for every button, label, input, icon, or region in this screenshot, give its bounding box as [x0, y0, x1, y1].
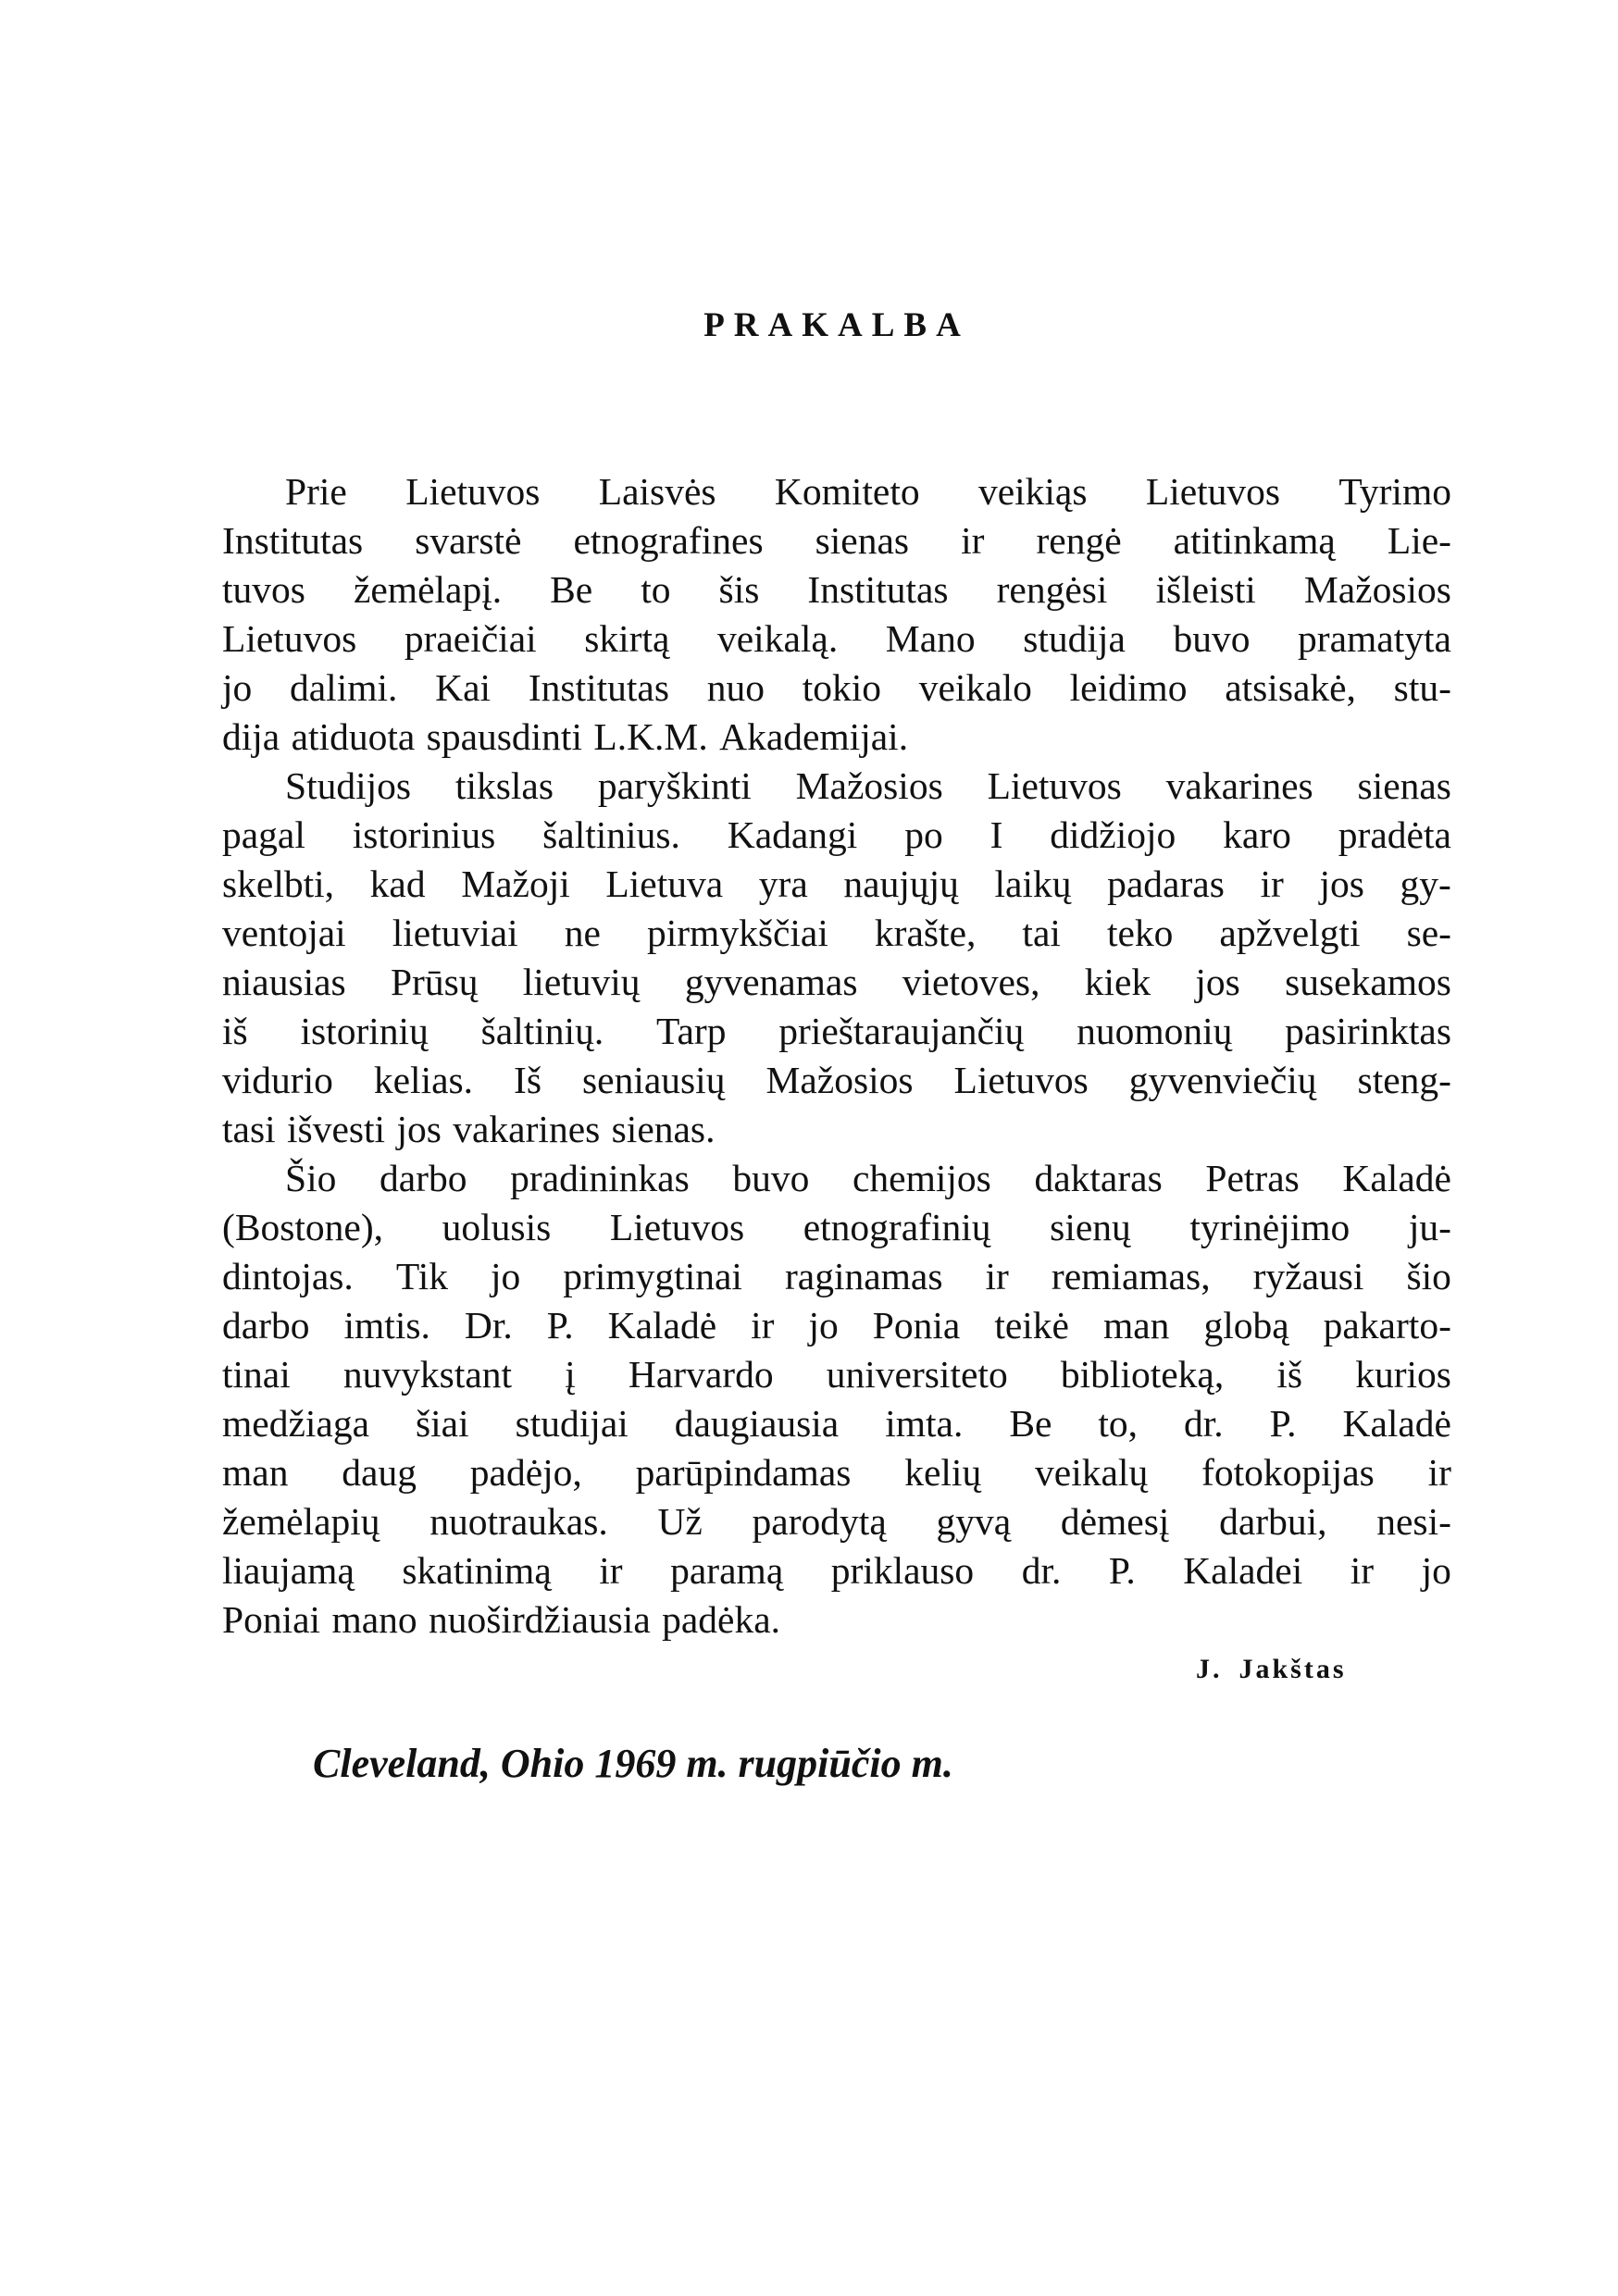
text-line: darbo imtis. Dr. P. Kaladė ir jo Ponia teikė man globą pakarto-: [222, 1304, 1451, 1347]
text-line: Šio darbo pradininkas buvo chemijos daktaras Petras Kaladė: [285, 1157, 1451, 1199]
paragraph: [222, 1154, 1451, 1644]
text-line: tuvos žemėlapį. Be to šis Institutas rengėsi išleisti Mažosios: [222, 568, 1451, 611]
paragraph: [222, 762, 1451, 1154]
text-line: Lietuvos praeičiai skirtą veikalą. Mano studija buvo pramatyta: [222, 617, 1451, 660]
text-line: niausias Prūsų lietuvių gyvenamas vietoves, kiek jos susekamos: [222, 961, 1451, 1003]
text-line: iš istorinių šaltinių. Tarp prieštaraujančių nuomonių pasirinktas: [222, 1010, 1451, 1052]
text-line: Studijos tikslas paryškinti Mažosios Lietuvos vakarines sienas: [285, 764, 1451, 807]
text-line: (Bostone), uolusis Lietuvos etnografinių sienų tyrinėjimo ju-: [222, 1206, 1451, 1248]
author-signature: [1196, 1654, 1347, 1685]
author-surname: Jakštas: [1238, 1654, 1347, 1684]
place-and-date: Cleveland, Ohio 1969 m. rugpiūčio m.: [313, 1741, 953, 1786]
text-line: liaujamą skatinimą ir paramą priklauso dr. P. Kaladei ir jo: [222, 1549, 1451, 1592]
text-line: Poniai mano nuoširdžiausia padėka.: [222, 1598, 781, 1641]
text-line: pagal istorinius šaltinius. Kadangi po I didžiojo karo pradėta: [222, 813, 1451, 856]
text-line: medžiaga šiai studijai daugiausia imta. Be to, dr. P. Kaladė: [222, 1402, 1451, 1445]
page-title: PRAKALBA: [703, 306, 970, 344]
text-line: tinai nuvykstant į Harvardo universiteto biblioteką, iš kurios: [222, 1353, 1451, 1396]
paragraph: [222, 467, 1451, 762]
text-line: Prie Lietuvos Laisvės Komiteto veikiąs Lietuvos Tyrimo: [285, 470, 1451, 513]
text-line: žemėlapių nuotraukas. Už parodytą gyvą dėmesį darbui, nesi-: [222, 1500, 1451, 1543]
text-line: Institutas svarstė etnografines sienas ir rengė atitinkamą Lie-: [222, 519, 1451, 562]
body-text: [222, 467, 1451, 1644]
text-line: ventojai lietuviai ne pirmykščiai krašte, tai teko apžvelgti se-: [222, 912, 1451, 954]
author-initial: J.: [1196, 1654, 1223, 1684]
text-line: vidurio kelias. Iš seniausių Mažosios Lietuvos gyvenviečių steng-: [222, 1059, 1451, 1101]
text-line: dija atiduota spausdinti L.K.M. Akademijai.: [222, 715, 909, 758]
text-line: tasi išvesti jos vakarines sienas.: [222, 1108, 716, 1150]
text-line: dintojas. Tik jo primygtinai raginamas ir remiamas, ryžausi šio: [222, 1255, 1451, 1297]
text-line: man daug padėjo, parūpindamas kelių veikalų fotokopijas ir: [222, 1451, 1451, 1494]
text-line: jo dalimi. Kai Institutas nuo tokio veikalo leidimo atsisakė, stu-: [222, 666, 1451, 709]
text-line: skelbti, kad Mažoji Lietuva yra naujųjų laikų padaras ir jos gy-: [222, 863, 1451, 905]
